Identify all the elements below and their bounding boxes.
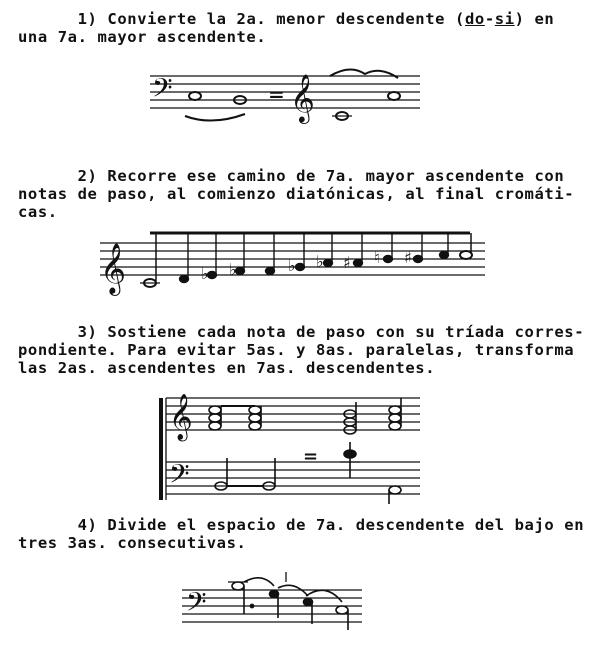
slur-descending [185,114,245,121]
exercise-2-text: 2) Recorre ese camino de 7a. mayor ascendente con notas de paso, al comienzo diatónicas, al final cromáti- cas. [18,167,575,221]
bass-clef-icon: 𝄢 [152,72,173,110]
upper-chords [209,398,401,434]
equals-sign: = [268,82,285,106]
exercise-3-number: 3) [77,323,98,341]
treble-clef-icon: 𝄞 [100,243,127,294]
flat-icon: ♭ [201,264,209,283]
exercise-4-text: 4) Divide el espacio de 7a. descendente del bajo en tres 3as. consecutivas. [18,516,585,552]
note-end [460,251,472,259]
flat-icon: ♭ [288,256,296,275]
bass-clef-icon: 𝄢 [186,586,207,624]
exercise-3-text: 3) Sostiene cada nota de paso con su tríada corres- pondiente. Para evitar 5as. y 8as. paralelas, transforma las 2as. ascendentes en 7as. descendentes. [18,323,585,377]
slur-ascending [330,69,398,78]
staff-example-2 [100,225,500,295]
treble-clef-icon: 𝄞 [169,394,193,440]
underlined-note-do: do [464,10,485,28]
grand-staff-example-3 [155,392,425,507]
exercise-2-number: 2) [77,167,98,185]
note-do [189,92,201,100]
staff-example-1 [150,68,430,128]
sharp-icon: ♯ [404,248,412,267]
equals-sign: = [303,446,319,467]
sharp-icon: ♯ [343,253,351,272]
flat-icon: ♭ [316,252,324,271]
exercise-1-text: 1) Convierte la 2a. menor descendente (do-si) en una 7a. mayor ascendente. [18,10,555,46]
staff-example-4 [182,572,372,632]
thirds-sequence [228,572,348,630]
treble-clef-icon: 𝄞 [290,73,315,122]
note-si-high [388,92,400,100]
natural-icon: ♮ [374,248,380,267]
flat-icon: ♭ [229,260,237,279]
underlined-note-si: si [494,10,515,28]
exercise-1-number: 1) [77,10,98,28]
bass-clef-icon: 𝄢 [169,458,190,496]
exercise-4-number: 4) [77,516,98,534]
